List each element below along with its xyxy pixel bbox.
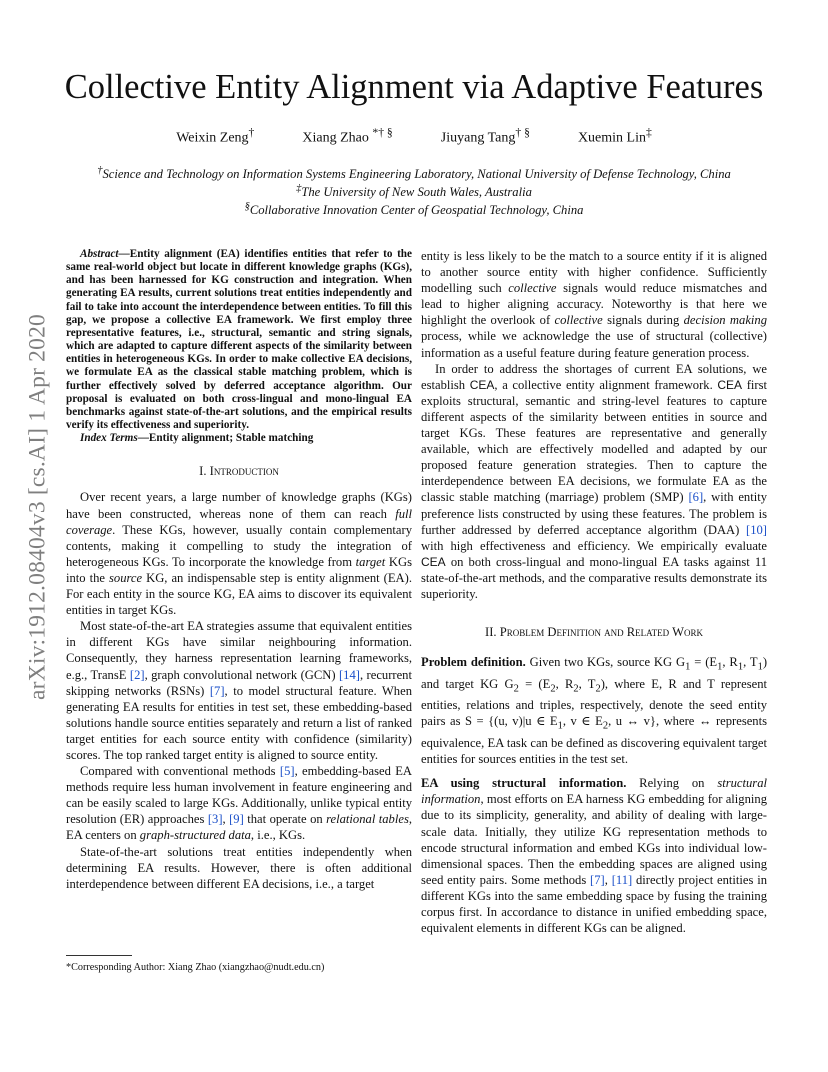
affiliation: §Collaborative Innovation Center of Geospatial Technology, China xyxy=(244,201,584,218)
citation-link[interactable]: [10] xyxy=(746,522,767,537)
paper-title: Collective Entity Alignment via Adaptive Features xyxy=(64,68,764,106)
author: Xuemin Lin‡ xyxy=(577,126,652,146)
abstract: Abstract—Entity alignment (EA) identifies entities that refer to the same real-world object but locate in different knowledge graphs (KGs), and has been harnessed for KG construction and integration. When generating EA results, current solutions treat entities independently and fail to take into account the interdependence between entities. To fill this gap, we propose a collective EA framework. We first employ three representative features, i.e., structural, semantic and string signals, which are adapted to capture different aspects of the similarity between entities in heterogeneous KGs. In order to make collective EA decisions, we formulate EA as the classical stable matching problem, which is further effectively solved by deferred acceptance algorithm. Our proposal is evaluated on both cross-lingual and mono-lingual EA benchmarks against state-of-the-art solutions, and the empirical results verify its effectiveness and superiority. xyxy=(66,248,412,432)
footnote-divider xyxy=(66,955,132,956)
citation-link[interactable]: [14] xyxy=(338,667,360,682)
left-column xyxy=(66,248,412,892)
paragraph: In order to address the shortages of current EA solutions, we establish CEA, a collective entity alignment framework. CEA first exploits structural, semantic and string-level features to capture different aspects of the similarity between entities in source and target KGs. These features are representative and generally available, which are effectively modelled and adapted by our proposed feature generation strategies. Then to capture the interdependence between EA decisions, we formulate EA as the classic stable matching (marriage) problem (SMP) [6], with entity preference lists constructed by using these features. The problem is further addressed by deferred acceptance algorithm (DAA) [10] with high effectiveness and efficiency. We empirically evaluate CEA on both cross-lingual and mono-lingual EA tasks against 11 state-of-the-art methods, and the comparative results demonstrate its superiority. xyxy=(421,361,768,601)
author: Xiang Zhao *† § xyxy=(302,126,393,146)
paragraph: Most state-of-the-art EA strategies assume that equivalent entities in different KGs have similar neighbouring information. Consequently, they harness representation learning frameworks, e.g., TransE [2], graph convolutional network (GCN) [14], recurrent skipping networks (RSNs) [7], to model structural feature. When generating EA results for entities in test set, these embedding-based solutions handle source entities separately and return a list of ranked target entities for each source entity with confidence (similarity) scores. The top ranked target entity is aligned to source entity. xyxy=(66,619,412,762)
arxiv-identifier: arXiv:1912.08404v3 [cs.AI] 1 Apr 2020 xyxy=(24,314,51,700)
index-terms: Index Terms—Entity alignment; Stable matching xyxy=(80,432,314,445)
citation-link[interactable]: [2] xyxy=(129,667,145,682)
author: Weixin Zeng† xyxy=(176,126,255,146)
citation-link[interactable]: [5] xyxy=(279,764,295,779)
citation-link[interactable]: [9] xyxy=(229,812,244,827)
citation-link[interactable]: [3] xyxy=(207,812,223,827)
paragraph: Over recent years, a large number of knowledge graphs (KGs) have been constructed, whereas none of them can reach full coverage. These KGs, however, usually contain complementary contents, making it compelling to study the integration of heterogeneous KGs. To incorporate the knowledge from target KGs into the source KG, an indispensable step is entity alignment (EA). For each entity in the source KG, EA aims to discover its equivalent entities in target KGs. xyxy=(66,490,412,618)
paragraph: EA using structural information. Relying on structural information, most efforts on EA harness KG embedding for aligning due to its simplicity, generality, and ability of dealing with large-scale data. Initially, they utilize KG representation methods to encode structural information and embed KGs into individual low-dimensional spaces. Then the embedding spaces are aligned using seed entity pairs. Some methods [7], [11] directly project entities in different KGs into the same embedding space by fusing the training corpus first. In accordance to distance in unified embedding space, equivalent elements in different KGs can be aligned. xyxy=(421,776,767,936)
section-heading: II. Problem Definition and Related Work xyxy=(485,625,703,640)
section-heading: I. Introduction xyxy=(199,464,279,479)
paragraph: Problem definition. Given two KGs, source KG $G_1 = (E_1$, $R_1$, $T_1$) and target KG $G_2 = (E_2$, $R_2$, $T_2$), where E, R and T represent entities, relations and triples, respectively, denote the seed entity pairs as S = {(u, v)|u ∈ $E_1$, v ∈ $E_2$, u ↔ v}, where ↔ represents equivalence, EA task can be defined as discovering equivalent target entities for sources entities in the test set. xyxy=(421,655,768,767)
author-list xyxy=(0,126,828,147)
right-column xyxy=(421,248,767,936)
affiliation: †Science and Technology on Information Systems Engineering Laboratory, National University of Defense Technology, China xyxy=(97,165,731,182)
paragraph: State-of-the-art solutions treat entities independently when determining EA results. However, there is often additional interdependence between different EA decisions, i.e., a target xyxy=(66,844,412,891)
paragraph: Compared with conventional methods [5], embedding-based EA methods require less human involvement in feature engineering and can be easily scaled to large KGs. Additionally, unlike typical entity resolution (ER) approaches [3], [9] that operate on relational tables, EA centers on graph-structured data, i.e., KGs. xyxy=(66,764,412,843)
footnote: *Corresponding Author: Xiang Zhao (xiangzhao@nudt.edu.cn) xyxy=(66,962,325,973)
citation-link[interactable]: [7] xyxy=(590,872,605,887)
arxiv-watermark xyxy=(8,262,68,752)
affiliation: ‡The University of New South Wales, Australia xyxy=(296,183,532,200)
citation-link[interactable]: [11] xyxy=(611,872,633,887)
author: Jiuyang Tang† § xyxy=(440,126,530,146)
citation-link[interactable]: [6] xyxy=(688,490,704,505)
paragraph: entity is less likely to be the match to a source entity if it is aligned to another source entity with higher confidence. Sufficiently modelling such collective signals would reduce mismatches and lead to higher aligning accuracy. Noteworthy is that here we highlight the overlook of collective signals during decision making process, while we acknowledge the use of structural (collective) information as a useful feature during feature generation process. xyxy=(421,249,768,360)
citation-link[interactable]: [7] xyxy=(209,683,225,698)
